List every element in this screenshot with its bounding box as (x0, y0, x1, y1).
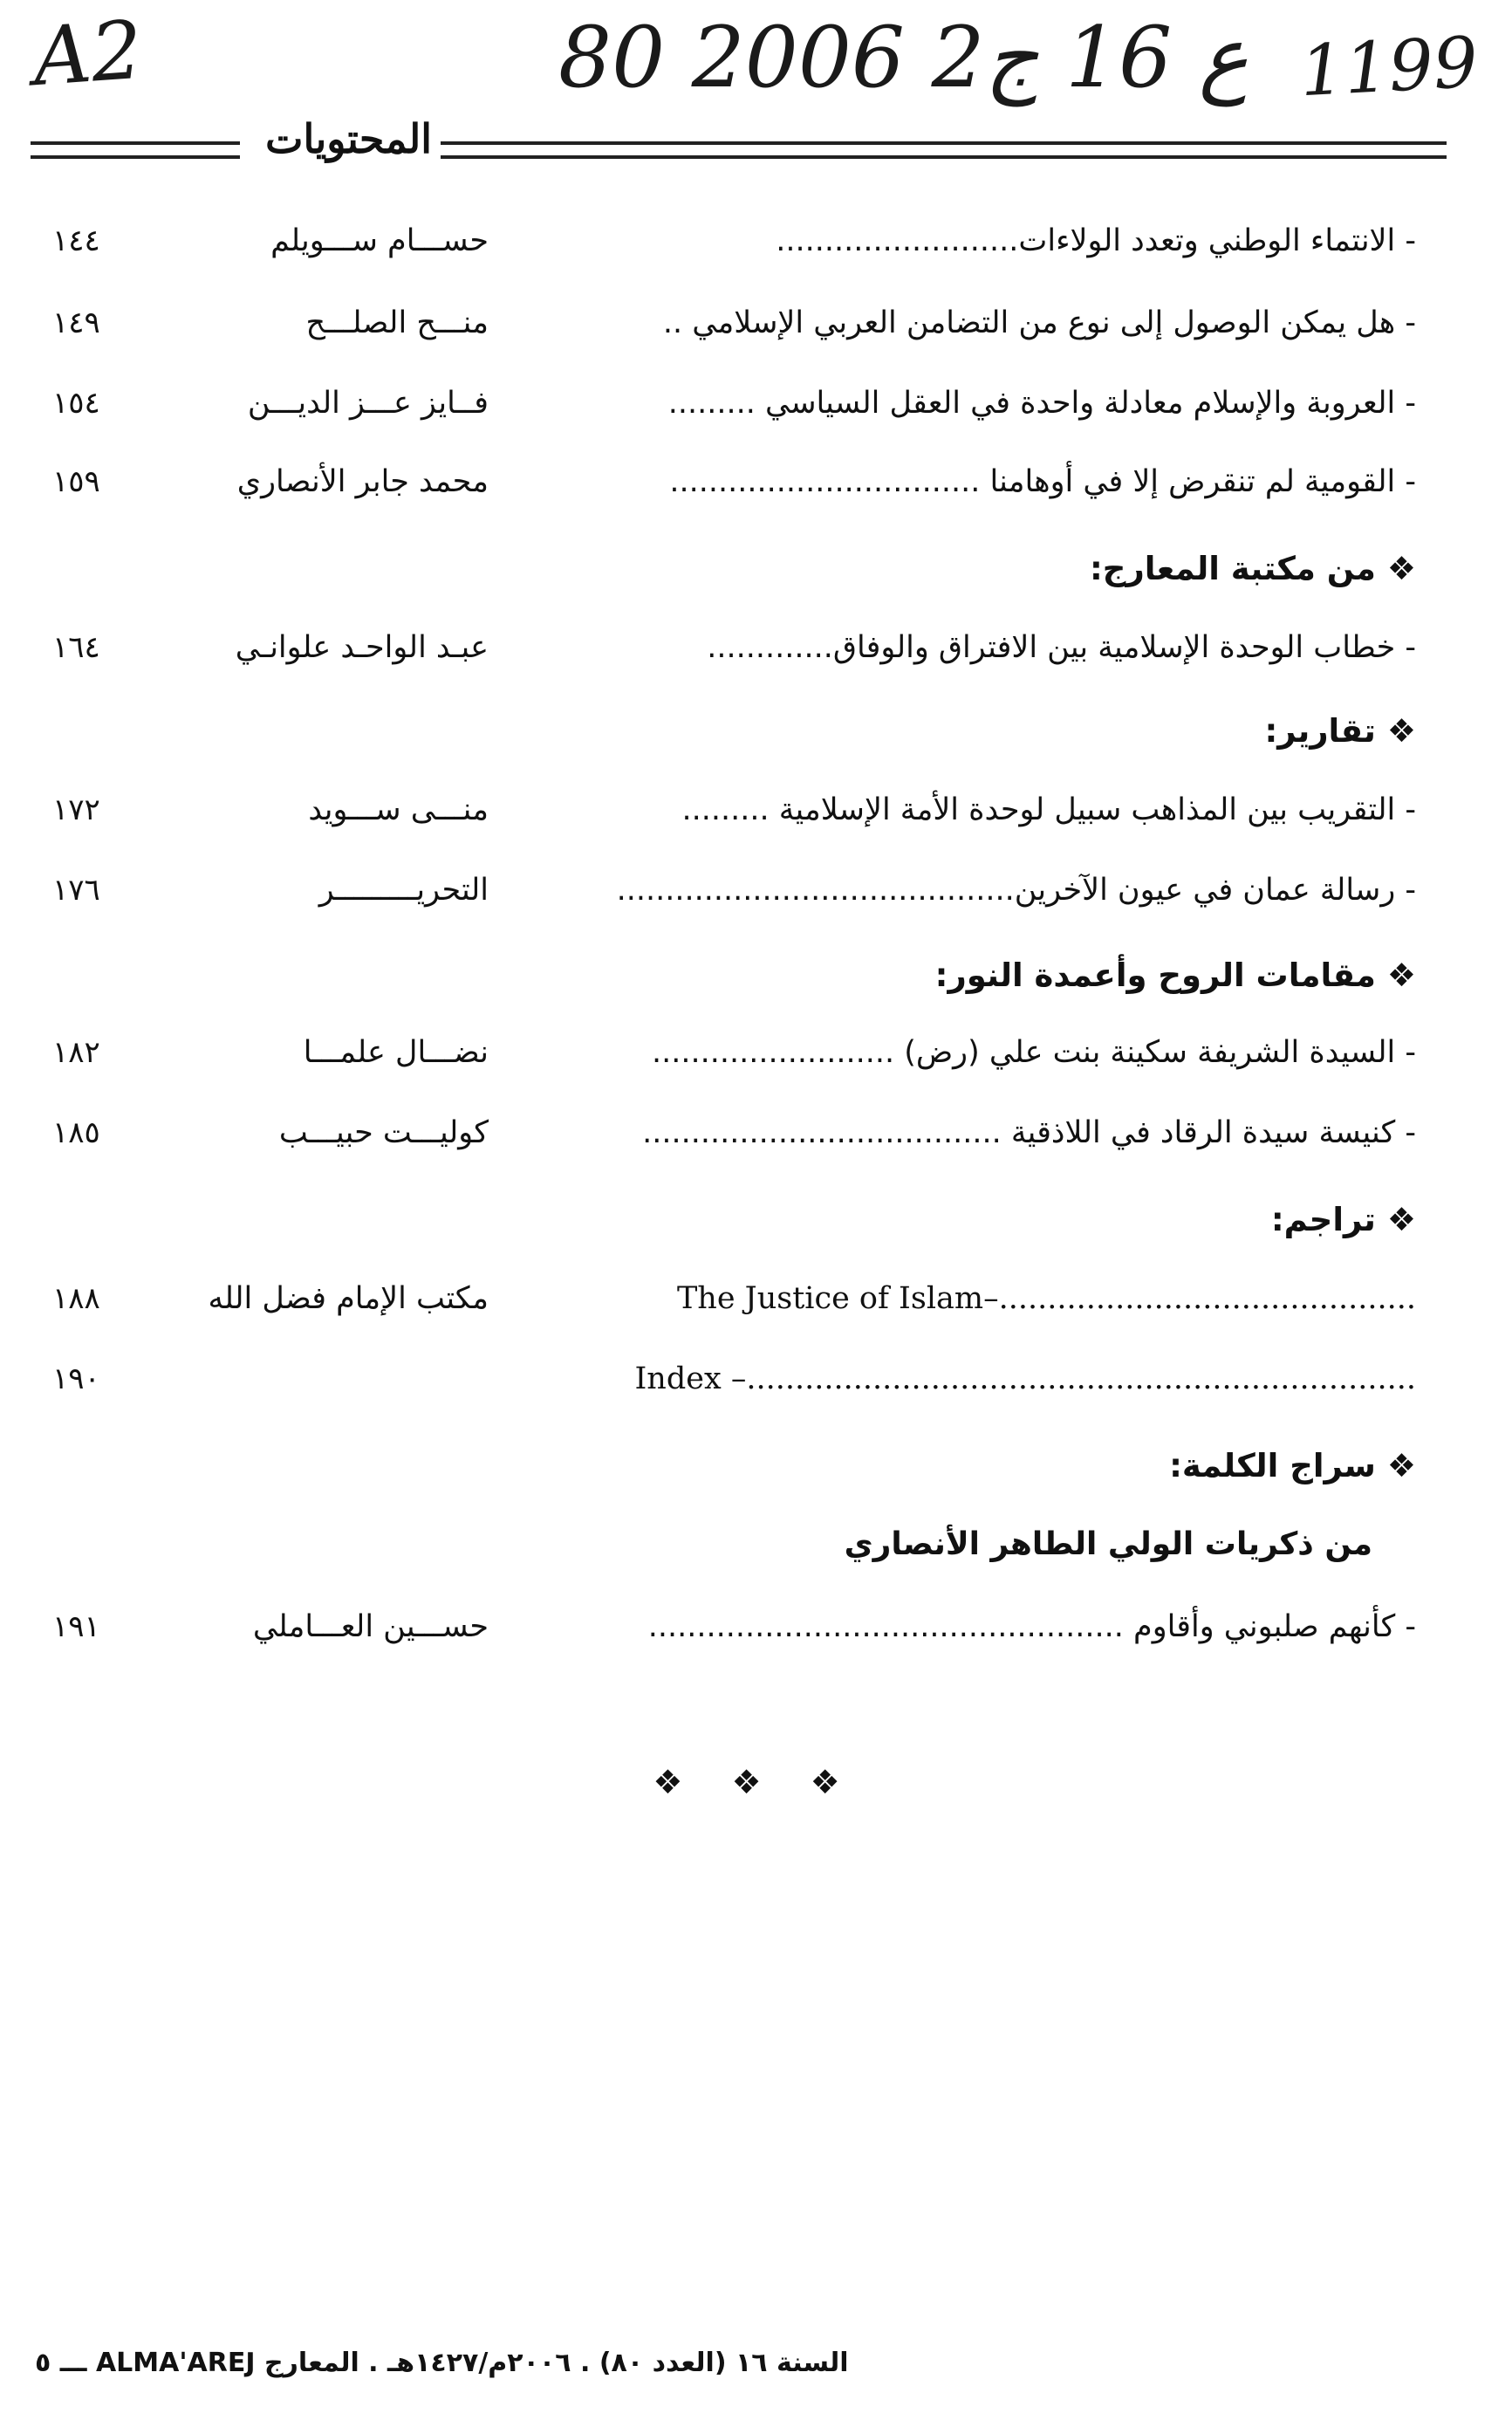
entry-title: - التقريب بين المذاهب سبيل لوحدة الأمة الإسلامية ......... (681, 792, 1416, 827)
entry-author: منـــى ســـويد (308, 792, 489, 827)
entry-author: حســـين العـــاملي (252, 1609, 489, 1644)
entry-page-number: ١٥٩ (52, 464, 100, 499)
handwritten-note-issue-date: 80 ع 16 ج2 2006 (558, 9, 1249, 106)
entry-title: - العروبة والإسلام معادلة واحدة في العقل السياسي ......... (667, 386, 1416, 421)
entry-author: منـــح الصلـــح (305, 305, 489, 340)
entry-title: - خطاب الوحدة الإسلامية بين الافتراق والوفاق............. (707, 630, 1416, 665)
entry-page-number: ١٨٢ (52, 1035, 100, 1070)
entry-author: فــايز عـــز الديـــن (247, 386, 489, 421)
toc-entry (0, 1601, 1512, 1658)
toc-entry (0, 1026, 1512, 1084)
section-heading-maktabat-almaarej: ❖ من مكتبة المعارج: (1089, 550, 1416, 587)
entry-title: - الانتماء الوطني وتعدد الولاءات......................... (776, 223, 1416, 258)
entry-title: - رسالة عمان في عيون الآخرين......................................... (616, 873, 1416, 908)
section-heading-translations: ❖ تراجم: (1270, 1201, 1416, 1238)
entry-page-number: ١٨٥ (52, 1115, 100, 1150)
entry-title: - كأنهم صلبوني وأقاوم ................................................. (647, 1609, 1416, 1644)
toc-entry (0, 377, 1512, 435)
entry-title: - السيدة الشريفة سكينة بنت علي (رض) ......................... (651, 1035, 1416, 1070)
entry-title: - القومية لم تنقرض إلا في أوهامنا ................................ (669, 464, 1416, 499)
toc-entry (0, 784, 1512, 841)
entry-author: محمد جابر الأنصاري (236, 464, 489, 499)
handwritten-note-a2: A2 (30, 3, 146, 105)
entry-page-number: ١٥٤ (52, 386, 100, 421)
toc-entry (0, 1353, 1512, 1410)
toc-entry (0, 864, 1512, 922)
section-heading-spirit-stations: ❖ مقامات الروح وأعمدة النور: (934, 956, 1416, 994)
entry-title: Index –..................................................................... (634, 1361, 1416, 1396)
entry-page-number: ١٤٤ (52, 223, 100, 258)
handwritten-note-number: 1199 (1297, 21, 1480, 113)
page-title: المحتويات (265, 115, 432, 162)
entry-page-number: ١٤٩ (52, 305, 100, 340)
entry-page-number: ١٧٦ (52, 873, 100, 908)
section-heading-reports: ❖ تقارير: (1264, 712, 1416, 750)
toc-entry (0, 1272, 1512, 1330)
entry-author: التحريـــــــــر (318, 873, 489, 908)
entry-page-number: ١٨٨ (52, 1281, 100, 1316)
toc-entry (0, 297, 1512, 354)
toc-entry (0, 456, 1512, 513)
section-heading-siraj-alkalima: ❖ سراج الكلمة: (1169, 1447, 1416, 1484)
entry-page-number: ١٩١ (52, 1609, 100, 1644)
entry-page-number: ١٩٠ (52, 1361, 100, 1396)
entry-page-number: ١٧٢ (52, 792, 100, 827)
entry-title: - هل يمكن الوصول إلى نوع من التضامن العربي الإسلامي .. (662, 305, 1416, 340)
entry-author: عبـد الواحـد علوانـي (235, 630, 489, 665)
page-footer: السنة ١٦ (العدد ٨٠) . ٢٠٠٦م/١٤٢٧هـ . المعارج ALMA'AREJ ـــ ٥ (35, 2348, 849, 2378)
entry-author: حســـام ســـويلم (270, 223, 489, 258)
entry-title: The Justice of Islam–........................................... (676, 1281, 1416, 1316)
entry-author: كوليـــت حبيـــب (278, 1115, 489, 1150)
toc-entry (0, 215, 1512, 272)
entry-title: - كنيسة سيدة الرقاد في اللاذقية ..................................... (642, 1115, 1416, 1150)
entry-page-number: ١٦٤ (52, 630, 100, 665)
toc-entry (0, 1107, 1512, 1164)
toc-entry (0, 621, 1512, 679)
ornament-divider: ❖ ❖ ❖ (653, 1763, 859, 1801)
entry-author: نضـــال علمـــا (303, 1035, 489, 1070)
section-subheading: من ذكريات الولي الطاهر الأنصاري (844, 1526, 1372, 1562)
entry-author: مكتب الإمام فضل الله (208, 1281, 489, 1316)
